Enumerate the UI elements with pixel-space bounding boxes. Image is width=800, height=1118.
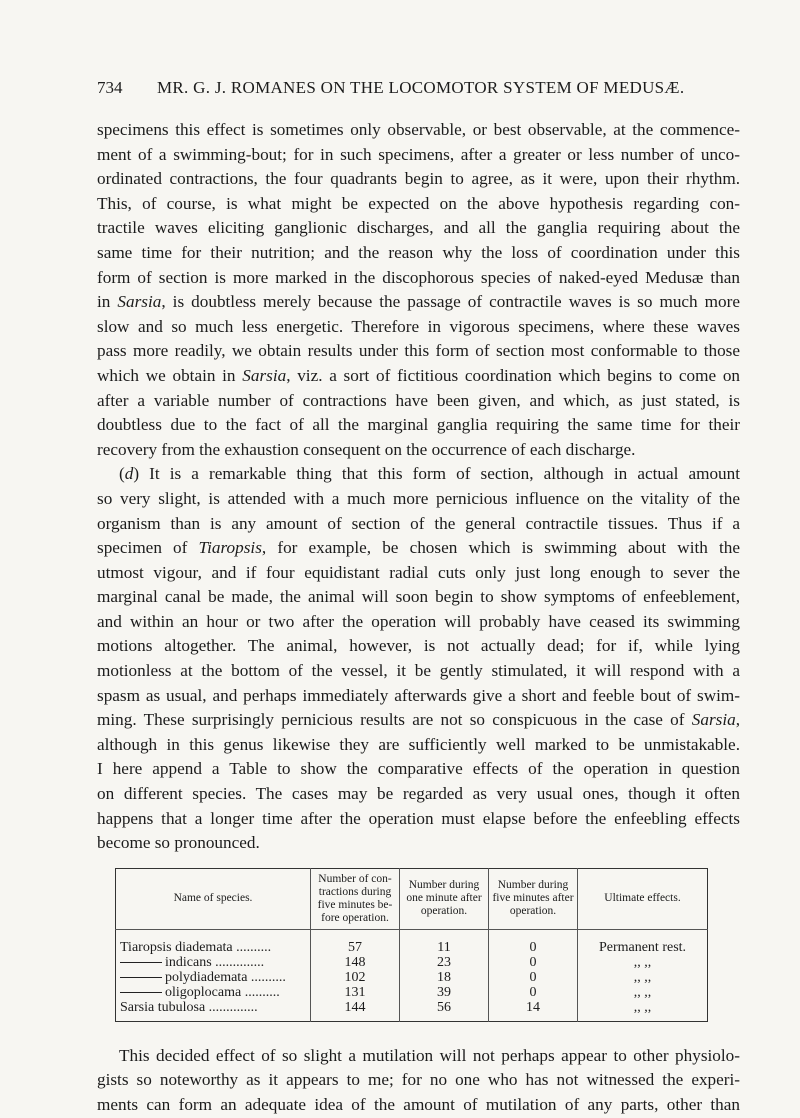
- one-min-cell: 18: [400, 970, 489, 985]
- results-table: [115, 868, 708, 1022]
- before-cell: 57: [311, 929, 400, 955]
- text-line: specimens this effect is sometimes only observable, or best observable, at the commence-: [97, 120, 740, 139]
- effect-cell: Permanent rest.: [578, 929, 708, 955]
- species-cell: oligoplocama ..........: [116, 985, 311, 1000]
- col-before: Number of con-tractions during five minutes be-fore operation.: [311, 868, 400, 929]
- text-line: tractile waves eliciting ganglionic discharges, and all the ganglia requiring about the: [97, 218, 740, 238]
- text-line: recovery from the exhaustion consequent on the occurrence of each discharge.: [97, 439, 636, 459]
- text-line: become so pronounced.: [97, 833, 260, 853]
- one-min-cell: 23: [400, 955, 489, 970]
- page-body: [97, 118, 740, 1118]
- paragraph: [97, 462, 740, 856]
- species-cell: Sarsia tubulosa ..............: [120, 999, 258, 1015]
- text-line: happens that a longer time after the operation must elapse before the enfeebling effects: [97, 808, 740, 828]
- col-effects: Ultimate effects.: [578, 868, 708, 929]
- ditto-dash: [120, 962, 162, 963]
- five-min-cell: 14: [489, 1000, 578, 1022]
- five-min-cell: 0: [489, 929, 578, 955]
- ditto-dash: [120, 992, 162, 993]
- text-line: This decided effect of so slight a mutilation will not perhaps appear to other physiolo-: [119, 1045, 740, 1065]
- text-line: after a variable number of contractions have been given, and which, as just stated, is: [97, 390, 740, 410]
- text-line: spasm as usual, and perhaps immediately afterwards give a short and feeble bout of swim-: [97, 685, 740, 705]
- text-line: ordinated contractions, the four quadrants begin to agree, as it were, upon their rhythm.: [97, 169, 740, 189]
- five-min-cell: 0: [489, 985, 578, 1000]
- one-min-cell: 11: [400, 929, 489, 955]
- italic-term: Sarsia: [691, 710, 736, 730]
- text-line: utmost vigour, and if four equidistant radial cuts only just long enough to sever the: [97, 562, 740, 582]
- text-line: which we obtain in Sarsia, viz. a sort of fictitious coordination which begins to come on: [97, 365, 741, 385]
- page-number: 734: [97, 78, 123, 97]
- text-line: ments can form an adequate idea of the amount of mutilation of any parts, other than: [97, 1095, 740, 1114]
- before-cell: 148: [311, 955, 400, 970]
- text-line: pass more readily, we obtain results under this form of section most conformable to those: [97, 341, 740, 361]
- italic-term: d: [124, 464, 134, 484]
- running-header: [97, 78, 740, 98]
- text-line: on different species. The cases may be regarded as very usual ones, though it often: [97, 784, 740, 804]
- table-header-row: [116, 868, 708, 929]
- before-cell: 144: [311, 1000, 400, 1022]
- effect-cell: ,, ,,: [578, 970, 708, 985]
- text-line: marginal canal be made, the animal will soon begin to show symptoms of enfeeblement,: [97, 587, 740, 607]
- text-line: in Sarsia, is doubtless merely because the passage of contractile waves is so much more: [97, 292, 740, 312]
- paragraph: [97, 1044, 740, 1118]
- text-line: doubtless due to the fact of all the marginal ganglia requiring the same time for their: [97, 415, 740, 435]
- col-five-min: Number during five minutes after operation.: [489, 868, 578, 929]
- effect-cell: ,, ,,: [578, 955, 708, 970]
- italic-term: Sarsia: [117, 292, 162, 312]
- italic-term: Tiaropsis: [198, 538, 262, 558]
- text-line: slow and so much less energetic. Therefore in vigorous specimens, where these waves: [97, 316, 740, 336]
- paragraph: [97, 118, 740, 462]
- text-line: organism than is any amount of section of the general contractile tissues. Thus if a: [97, 513, 740, 533]
- col-species: Name of species.: [116, 868, 311, 929]
- text-line: although in this genus likewise they are sufficiently well marked to be unmistakable.: [97, 734, 740, 754]
- table-row: [116, 970, 708, 985]
- text-line: (d) It is a remarkable thing that this form of section, although in actual amount: [119, 464, 740, 484]
- one-min-cell: 39: [400, 985, 489, 1000]
- text-line: so very slight, is attended with a much more pernicious influence on the vitality of the: [97, 488, 740, 508]
- one-min-cell: 56: [400, 1000, 489, 1022]
- before-cell: 102: [311, 970, 400, 985]
- text-line: and within an hour or two after the operation will probably have ceased its swimming: [97, 611, 740, 631]
- text-line: same time for their nutrition; and the reason why the loss of coordination under this: [97, 242, 740, 262]
- text-line: This, of course, is what might be expected on the above hypothesis regarding con-: [97, 193, 740, 213]
- table-row: [116, 985, 708, 1000]
- body-text-upper: [97, 118, 740, 856]
- running-title: MR. G. J. ROMANES ON THE LOCOMOTOR SYSTEM OF MEDUSÆ.: [157, 78, 685, 97]
- italic-term: Sarsia: [242, 365, 287, 385]
- text-line: motionless at the bottom of the vessel, it be gently stimulated, it will respond with a: [97, 661, 740, 681]
- text-line: motions altogether. The animal, however, is not actually dead; for if, while lying: [97, 636, 740, 656]
- species-cell: indicans ..............: [116, 955, 311, 970]
- text-line: specimen of Tiaropsis, for example, be chosen which is swimming about with the: [97, 538, 740, 558]
- species-cell: Tiaropsis diademata ..........: [120, 939, 272, 955]
- table-row: [116, 955, 708, 970]
- five-min-cell: 0: [489, 955, 578, 970]
- text-line: I here append a Table to show the comparative effects of the operation in question: [97, 759, 740, 779]
- text-line: ment of a swimming-bout; for in such specimens, after a greater or less number of unco-: [97, 144, 740, 164]
- species-cell: polydiademata ..........: [116, 970, 311, 985]
- ditto-dash: [120, 977, 162, 978]
- text-line: ming. These surprisingly pernicious results are not so conspicuous in the case of Sarsia,: [97, 710, 740, 730]
- col-one-min: Number during one minute after operation.: [400, 868, 489, 929]
- effect-cell: ,, ,,: [578, 1000, 708, 1022]
- table-row: [116, 929, 708, 955]
- text-line: gists so noteworthy as it appears to me; for no one who has not witnessed the experi-: [97, 1070, 740, 1090]
- table-row: [116, 1000, 708, 1022]
- text-line: form of section is more marked in the discophorous species of naked-eyed Medusæ than: [97, 267, 740, 287]
- before-cell: 131: [311, 985, 400, 1000]
- five-min-cell: 0: [489, 970, 578, 985]
- effect-cell: ,, ,,: [578, 985, 708, 1000]
- body-text-lower: [97, 1044, 740, 1118]
